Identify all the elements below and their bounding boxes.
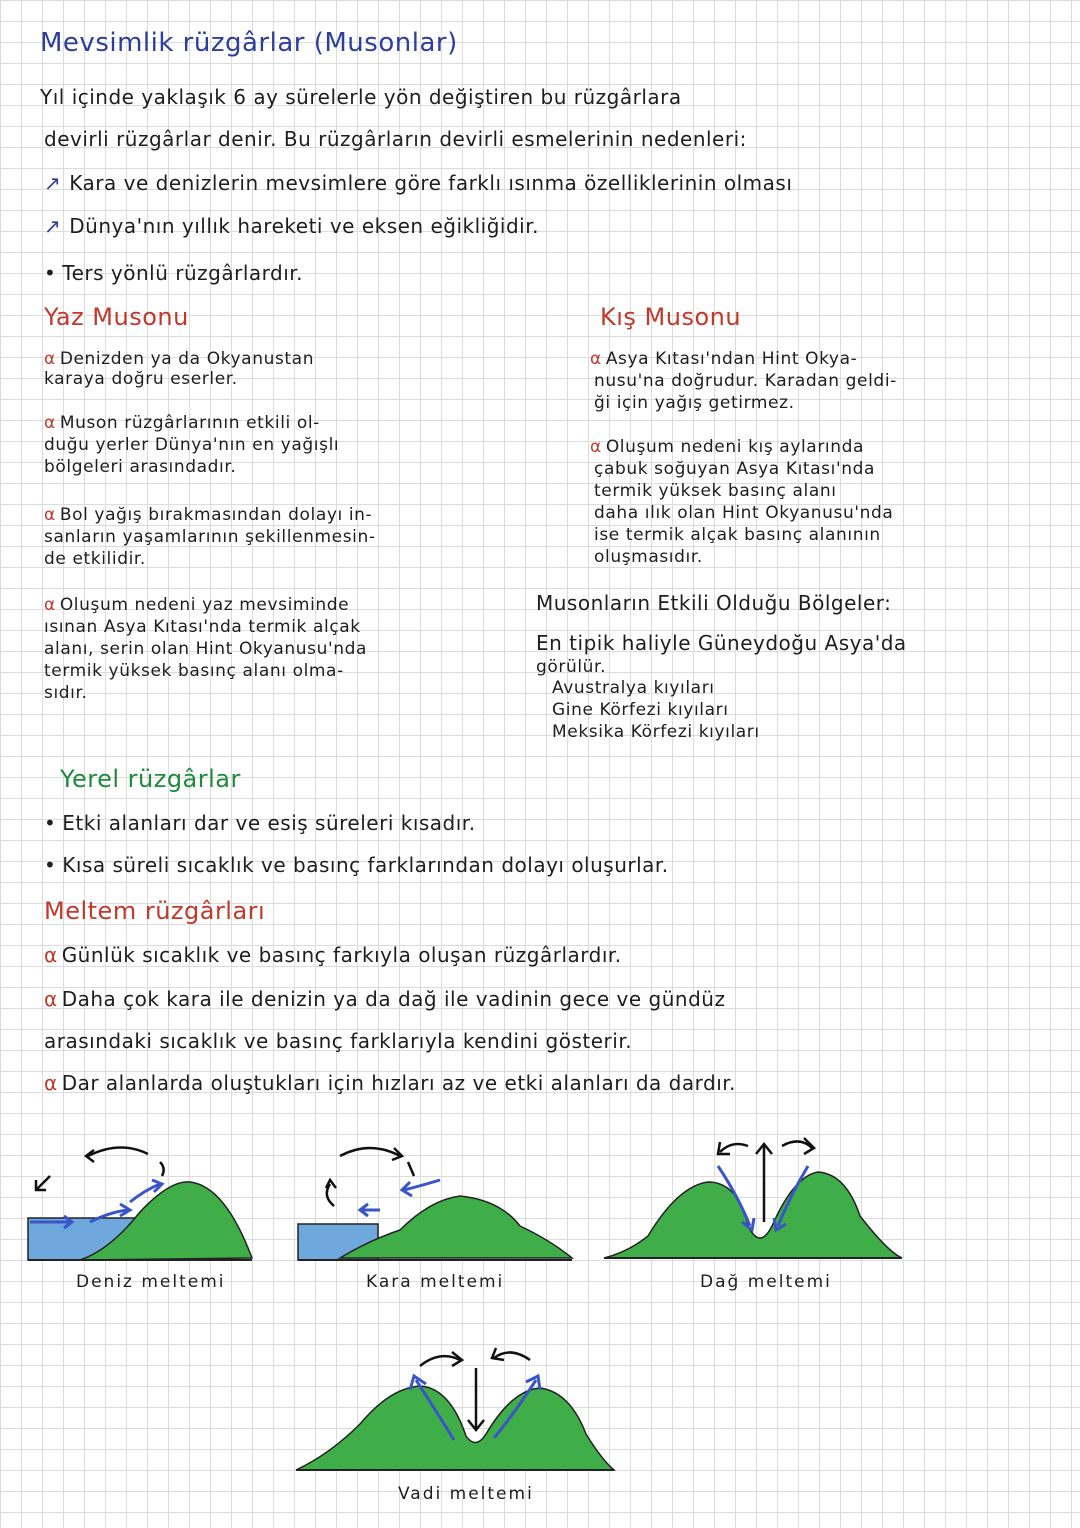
- land-breeze-diagram: [290, 1140, 580, 1270]
- bullet-icon: •: [44, 261, 57, 285]
- meltem-line-2: [44, 988, 725, 1010]
- valley-breeze-diagram: [290, 1344, 620, 1484]
- meltem-line-4: [44, 1072, 736, 1094]
- alpha-bullet-icon: α: [44, 349, 56, 369]
- kis-p1-l2: nusu'na doğrudur. Karadan geldi-: [594, 371, 897, 391]
- etki-line-2: görülür.: [536, 657, 607, 677]
- text-line: Bol yağış bırakmasından dolayı in-: [59, 505, 373, 525]
- yaz-p1-l1: [44, 350, 314, 369]
- alpha-bullet-icon: α: [44, 505, 56, 525]
- yaz-p3-l3: de etkilidir.: [44, 549, 146, 569]
- reason-1: [44, 172, 792, 194]
- kis-p2-l6: oluşmasıdır.: [594, 547, 703, 567]
- vadi-caption: Vadi meltemi: [398, 1484, 534, 1504]
- meltem-line-1: [44, 944, 622, 966]
- yaz-p4-l1: [44, 596, 349, 615]
- reason-1-text: Kara ve denizlerin mevsimlere göre farklı ısınma özelliklerinin olması: [69, 171, 793, 195]
- alpha-bullet-icon: α: [44, 987, 58, 1011]
- yaz-p3-l1: [44, 506, 372, 525]
- text-line: Etki alanları dar ve esiş süreleri kısadır.: [62, 811, 476, 835]
- text-line: Günlük sıcaklık ve basınç farkıyla oluşan rüzgârlardır.: [61, 943, 622, 967]
- kis-p2-l4: daha ılık olan Hint Okyanusu'nda: [594, 503, 894, 523]
- intro-note-text: Ters yönlü rüzgârlardır.: [62, 261, 304, 285]
- mountains-shape: [296, 1386, 614, 1470]
- circulation-arrow: [340, 1148, 400, 1156]
- text-line: Denizden ya da Okyanustan: [59, 349, 315, 369]
- yerel-heading: Yerel rüzgârlar: [60, 765, 241, 793]
- text-line: Daha çok kara ile denizin ya da dağ ile vadinin gece ve gündüz: [61, 987, 726, 1011]
- yaz-p2-l2: duğu yerler Dünya'nın en yağışlı: [44, 435, 340, 455]
- yaz-p4-l4: termik yüksek basınç alanı olma-: [44, 661, 344, 681]
- text-line: Muson rüzgârlarının etkili ol-: [59, 413, 320, 433]
- intro-note: [44, 262, 303, 284]
- reason-2-text: Dünya'nın yıllık hareketi ve eksen eğikliğidir.: [69, 214, 539, 238]
- yaz-p4-l5: sıdır.: [44, 683, 88, 703]
- page-title: Mevsimlik rüzgârlar (Musonlar): [40, 28, 458, 58]
- etki-line-1: En tipik haliyle Güneydoğu Asya'da: [536, 631, 907, 655]
- text-line: Kısa süreli sıcaklık ve basınç farklarından dolayı oluşurlar.: [62, 853, 669, 877]
- kis-p2-l2: çabuk soğuyan Asya Kıtası'nda: [594, 459, 876, 479]
- text-line: Asya Kıtası'ndan Hint Okya-: [605, 349, 858, 369]
- dag-caption: Dağ meltemi: [700, 1272, 832, 1292]
- kis-p2-l5: ise termik alçak basınç alanının: [594, 525, 881, 545]
- deniz-caption: Deniz meltemi: [76, 1272, 226, 1292]
- alpha-bullet-icon: α: [44, 943, 58, 967]
- yaz-p3-l2: sanların yaşamlarının şekillenmesin-: [44, 527, 376, 547]
- kara-caption: Kara meltemi: [366, 1272, 505, 1292]
- yerel-bullet-2: [44, 854, 669, 876]
- intro-line-1: Yıl içinde yaklaşık 6 ay sürelerle yön değiştiren bu rüzgârlara: [40, 85, 682, 109]
- alpha-bullet-icon: α: [44, 595, 56, 615]
- text-line: Oluşum nedeni kış aylarında: [605, 437, 865, 457]
- etki-item: Avustralya kıyıları: [552, 678, 715, 698]
- yaz-heading: Yaz Musonu: [44, 303, 189, 331]
- alpha-bullet-icon: α: [590, 437, 602, 457]
- yaz-p4-l3: alanı, serin olan Hint Okyanusu'nda: [44, 639, 368, 659]
- yaz-p4-l2: ısınan Asya Kıtası'nda termik alçak: [44, 617, 361, 637]
- kis-p2-l3: termik yüksek basınç alanı: [594, 481, 837, 501]
- kis-p1-l3: ği için yağış getirmez.: [594, 393, 795, 413]
- yerel-bullet-1: [44, 812, 476, 834]
- etki-item: Meksika Körfezi kıyıları: [552, 722, 760, 742]
- bullet-icon: •: [44, 853, 57, 877]
- arrow-icon: ↗: [44, 214, 62, 238]
- yaz-p1-l2: karaya doğru eserler.: [44, 369, 238, 389]
- bullet-icon: •: [44, 811, 57, 835]
- mountains-shape: [604, 1172, 902, 1258]
- reason-2: [44, 215, 539, 237]
- meltem-heading: Meltem rüzgârları: [44, 897, 266, 925]
- mountain-breeze-diagram: [598, 1126, 908, 1272]
- text-line: Dar alanlarda oluştukları için hızları az ve etki alanları da dardır.: [61, 1071, 736, 1095]
- alpha-bullet-icon: α: [44, 1071, 58, 1095]
- alpha-bullet-icon: α: [44, 413, 56, 433]
- kis-p1-l1: [590, 350, 857, 369]
- meltem-line-3: arasındaki sıcaklık ve basınç farklarıyla kendini gösterir.: [44, 1029, 633, 1053]
- alpha-bullet-icon: α: [590, 349, 602, 369]
- text-line: Oluşum nedeni yaz mevsiminde: [59, 595, 350, 615]
- etki-item: Gine Körfezi kıyıları: [552, 700, 729, 720]
- kis-heading: Kış Musonu: [600, 303, 742, 331]
- yaz-p2-l1: [44, 414, 320, 433]
- circulation-arrow: [88, 1147, 148, 1156]
- sea-breeze-diagram: [20, 1140, 260, 1270]
- yaz-p2-l3: bölgeleri arasındadır.: [44, 457, 237, 477]
- etki-heading: Musonların Etkili Olduğu Bölgeler:: [536, 591, 892, 615]
- arrow-icon: ↗: [44, 171, 62, 195]
- intro-line-2: devirli rüzgârlar denir. Bu rüzgârların devirli esmelerinin nedenleri:: [44, 127, 747, 151]
- kis-p2-l1: [590, 438, 864, 457]
